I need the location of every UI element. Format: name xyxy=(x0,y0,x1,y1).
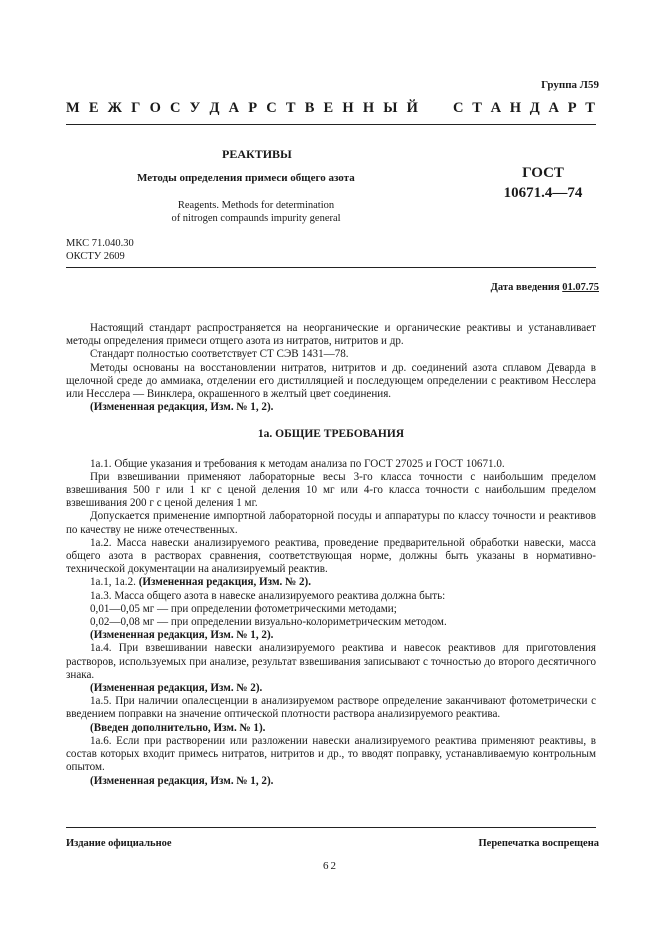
banner-letter: Г xyxy=(131,100,141,116)
header-rule xyxy=(66,124,596,125)
clause-paragraph: При взвешивании применяют лабораторные весы 3-го класса точности с наибольшим пределом взвешивания 500 г или 1 кг с ценой деления 10 мг или 4-го класса точности с наибольшим пределом взвешивания 200 г с ценой деления 1 мг. xyxy=(66,470,596,510)
banner-letter: А xyxy=(490,100,502,116)
amendment-note: (Введен дополнительно, Изм. № 1). xyxy=(90,721,266,734)
banner-letter: У xyxy=(189,100,201,116)
amendment-note: (Измененная редакция, Изм. № 1, 2). xyxy=(90,629,274,642)
group-code: Группа Л59 xyxy=(541,79,599,91)
classification-codes xyxy=(66,237,134,263)
banner-letter: С xyxy=(266,100,277,116)
banner-word-standard xyxy=(453,100,595,117)
clause-paragraph: 0,01—0,05 мг — при определении фотометрическими методами; xyxy=(90,602,397,615)
banner-letter: Д xyxy=(209,100,220,116)
introduction-date xyxy=(491,282,599,293)
footer-rule xyxy=(66,827,596,828)
date-label: Дата введения xyxy=(490,282,560,293)
banner-letter: В xyxy=(304,100,315,116)
gost-number: 10671.4—74 xyxy=(503,185,583,201)
banner-letter: Р xyxy=(567,100,577,116)
english-title-line1: Reagents. Methods for determination xyxy=(177,200,335,211)
banner-letter: С xyxy=(453,100,464,116)
banner-letter: Н xyxy=(362,100,375,116)
intro-paragraph: Стандарт полностью соответствует СТ СЭВ 1431—78. xyxy=(90,348,349,361)
banner-word-interstate xyxy=(66,100,418,117)
date-value: 01.07.75 xyxy=(562,282,599,293)
intro-paragraph: Методы основаны на восстановлении нитратов, нитритов и др. соединений азота сплавом Деварда в щелочной среде до аммиака, отделении его дистилляцией и последующем определении с реактивом Несслера или Несслера — Винклера, окрашенного в желтый цвет соединения. xyxy=(66,361,596,401)
banner-letter: Р xyxy=(248,100,258,116)
banner-letter: Т xyxy=(285,100,296,116)
okstu-code: ОКСТУ 2609 xyxy=(66,251,125,262)
banner-letter: О xyxy=(149,100,161,116)
document-body xyxy=(66,322,596,788)
clause-numbers: 1а.1, 1а.2. xyxy=(90,576,136,589)
clause-paragraph: 0,02—0,08 мг — при определении визуально-колориметрическим методом. xyxy=(90,616,447,629)
classification-rule xyxy=(66,267,596,268)
banner-letter: Е xyxy=(88,100,99,116)
gost-designation xyxy=(503,163,583,203)
document-title: РЕАКТИВЫ xyxy=(222,147,292,161)
clause-paragraph: 1а.2. Масса навески анализируемого реактива, проведение предварительной обработки навески, масса общего азота в растворах сравнения, соответствующая норме, должны быть указаны в нормативно-технической документации на анализируемый реактив. xyxy=(66,536,596,576)
clause-paragraph: 1а.4. При взвешивании навески анализируемого реактива и навесок реактивов для приготовления растворов, используемых при анализе, результат взвешивания записывают с точностью до второго десятичного знака. xyxy=(66,642,596,681)
amendment-note: (Измененная редакция, Изм. № 2). xyxy=(138,576,312,589)
clause-paragraph xyxy=(66,576,596,589)
amendment-note: (Измененная редакция, Изм. № 2). xyxy=(90,682,263,695)
banner-letter: С xyxy=(170,100,181,116)
banner-letter: А xyxy=(548,100,559,116)
english-title xyxy=(160,199,352,225)
standard-banner xyxy=(66,100,595,117)
clause-paragraph: 1а.1. Общие указания и требования к методам анализа по ГОСТ 27025 и ГОСТ 10671.0. xyxy=(90,457,505,470)
banner-letter: Н xyxy=(342,100,354,116)
mks-code: МКС 71.040.30 xyxy=(66,238,134,249)
english-title-line2: of nitrogen compaunds impurity general xyxy=(171,213,341,224)
official-edition-label: Издание официальное xyxy=(66,838,172,849)
banner-letter: Е xyxy=(323,100,334,116)
clause-paragraph: Допускается применение импортной лабораторной посуды и аппаратуры по классу точности и реактивов по качеству не ниже отечественных. xyxy=(66,510,596,536)
banner-letter: М xyxy=(66,100,80,116)
banner-letter: А xyxy=(228,100,240,116)
page-number: 62 xyxy=(323,860,338,872)
amendment-note: (Измененная редакция, Изм. № 1, 2). xyxy=(90,774,274,787)
gost-label: ГОСТ xyxy=(522,165,564,181)
clause-paragraph: 1а.3. Масса общего азота в навеске анализируемого реактива должна быть: xyxy=(90,589,446,602)
document-subtitle: Методы определения примеси общего азота xyxy=(137,172,355,184)
banner-letter: Й xyxy=(406,100,418,116)
amendment-note: (Измененная редакция, Изм. № 1, 2). xyxy=(90,401,274,414)
banner-letter: Ы xyxy=(383,100,398,116)
banner-letter: Т xyxy=(472,100,482,116)
clause-paragraph: 1а.5. При наличии опалесценции в анализируемом растворе определение заканчивают фотометрически с введением поправки на значение оптической плотности раствора анализируемого реактива. xyxy=(66,695,596,721)
banner-letter: Ж xyxy=(107,100,123,116)
section-heading: 1а. ОБЩИЕ ТРЕБОВАНИЯ xyxy=(257,428,405,441)
reprint-prohibited-label: Перепечатка воспрещена xyxy=(478,838,599,849)
banner-letter: Т xyxy=(585,100,595,116)
banner-letter: Н xyxy=(509,100,522,116)
clause-paragraph: 1а.6. Если при растворении или разложении навески анализируемого реактива применяют реактивы, в состав которых входит примесь нитратов, нитритов и др., то вводят поправку, устанавливаемую контрольным опытом. xyxy=(66,734,596,774)
intro-paragraph: Настоящий стандарт распространяется на неорганические и органические реактивы и устанавливает методы определения примеси отщего азота из нитратов, нитритов и др. xyxy=(66,322,596,348)
banner-letter: Д xyxy=(529,100,540,116)
